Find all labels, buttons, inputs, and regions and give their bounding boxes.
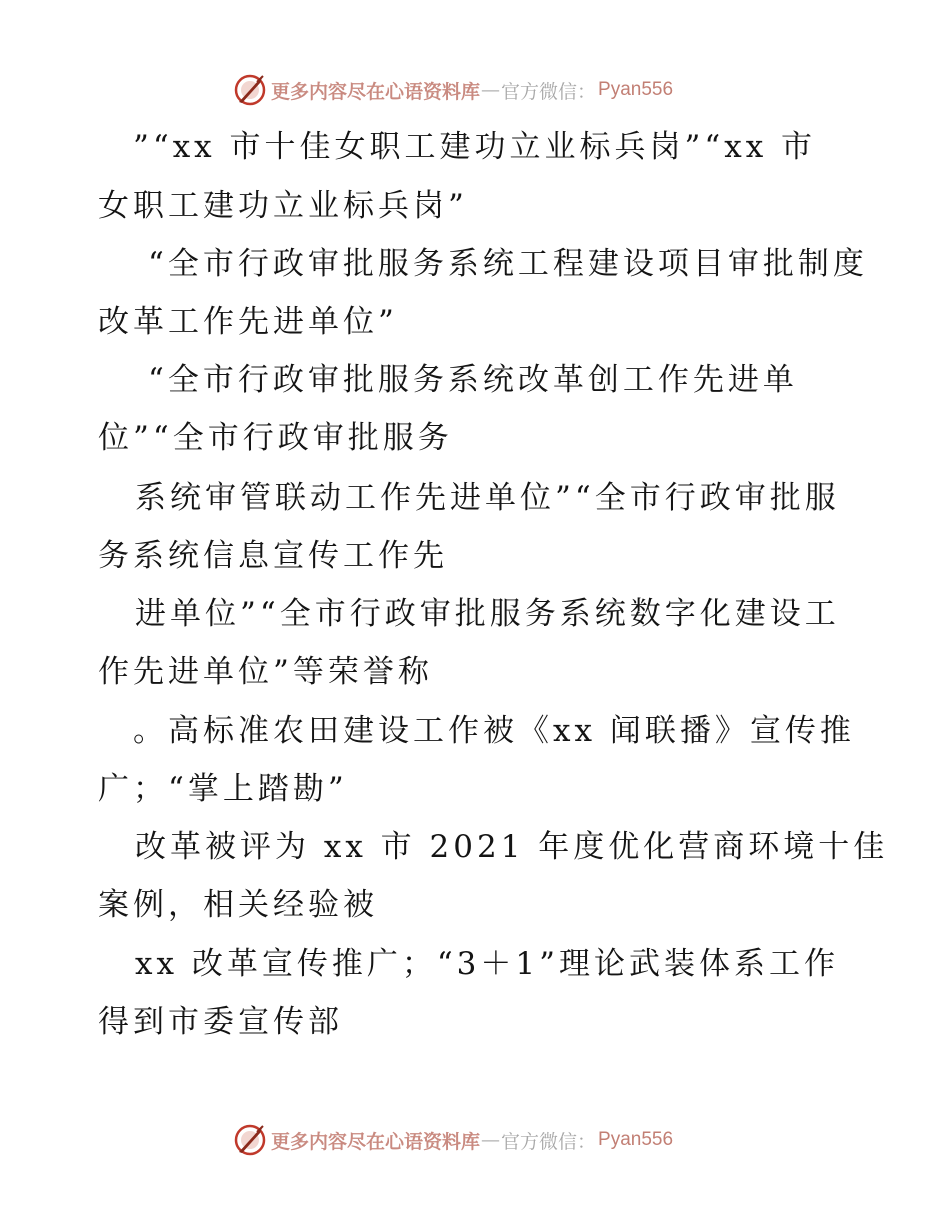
watermark-handle: Pyan556: [598, 79, 674, 100]
quill-seal-logo-icon: [233, 73, 267, 107]
text-line-6: 位”“全市行政审批服务: [98, 420, 453, 456]
footer-watermark: [233, 1123, 673, 1157]
text-line-4: 改革工作先进单位”: [98, 304, 398, 340]
text-line-10: 作先进单位”等荣誉称: [98, 654, 433, 690]
watermark-title: 更多内容尽在心语资料库: [271, 1130, 481, 1153]
watermark-title: 更多内容尽在心语资料库: [271, 80, 481, 103]
text-line-9: 进单位”“全市行政审批服务系统数字化建设工: [135, 596, 840, 632]
watermark-contact-label: 官方微信：: [501, 80, 597, 103]
text-line-8: 务系统信息宣传工作先: [98, 538, 448, 574]
text-line-15: xx 改革宣传推广；“3＋1”理论武装体系工作: [135, 946, 839, 982]
header-watermark: [233, 73, 673, 107]
text-line-13: 改革被评为 xx 市 2021 年度优化营商环境十佳: [135, 829, 889, 865]
text-line-7: 系统审管联动工作先进单位”“全市行政审批服: [135, 480, 840, 516]
watermark-handle: Pyan556: [598, 1129, 674, 1150]
text-line-1: ”“xx 市十佳女职工建功立业标兵岗”“xx 市: [133, 129, 817, 165]
text-line-12: 广；“掌上踏勘”: [98, 771, 348, 807]
watermark-separator: —: [481, 1129, 501, 1151]
quill-seal-logo-icon: [233, 1123, 267, 1157]
text-line-3: “全市行政审批服务系统工程建设项目审批制度: [148, 246, 868, 282]
text-line-14: 案例，相关经验被: [98, 887, 378, 923]
text-line-16: 得到市委宣传部: [98, 1004, 343, 1040]
watermark-separator: —: [481, 79, 501, 101]
text-line-11: 。高标准农田建设工作被《xx 闻联播》宣传推: [133, 713, 855, 749]
text-line-2: 女职工建功立业标兵岗”: [98, 188, 468, 224]
text-line-5: “全市行政审批服务系统改革创工作先进单: [148, 362, 798, 398]
watermark-contact-label: 官方微信：: [501, 1130, 597, 1153]
